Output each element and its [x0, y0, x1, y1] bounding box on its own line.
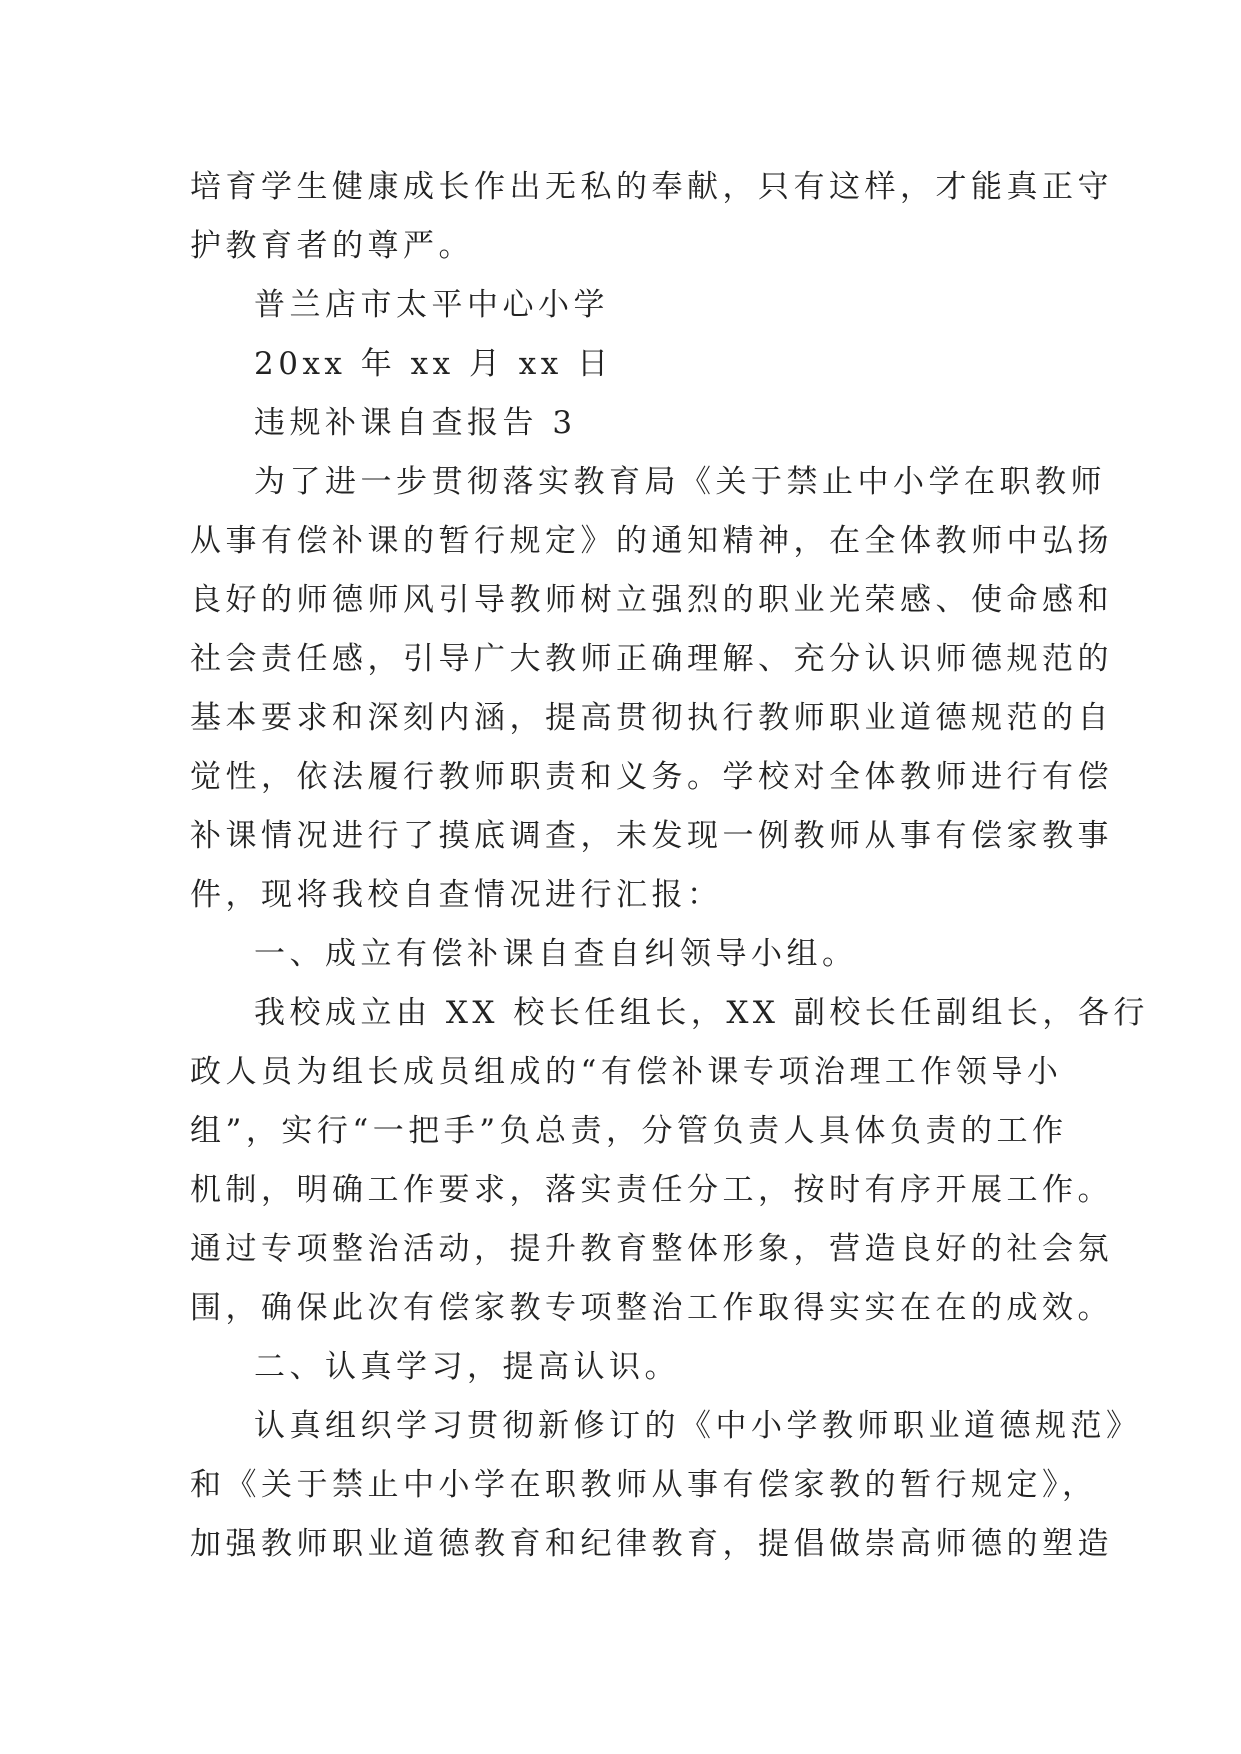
- text-line: 组”，实行“一把手”负总责，分管负责人具体负责的工作: [190, 1113, 1068, 1149]
- date-line: 20xx 年 xx 月 xx 日: [254, 346, 613, 382]
- section-heading: 二、认真学习，提高认识。: [254, 1349, 680, 1385]
- body-text: [190, 158, 1149, 1574]
- text-line: 从事有偿补课的暂行规定》的通知精神，在全体教师中弘扬: [190, 523, 1113, 559]
- text-line: 社会责任感，引导广大教师正确理解、充分认识师德规范的: [190, 641, 1113, 677]
- text-line: 政人员为组长成员组成的“有偿补课专项治理工作领导小: [190, 1054, 1063, 1090]
- text-line: 认真组织学习贯彻新修订的《中小学教师职业道德规范》: [254, 1408, 1142, 1444]
- text-line: 围，确保此次有偿家教专项整治工作取得实实在在的成效。: [190, 1290, 1113, 1326]
- text-line: 护教育者的尊严。: [190, 228, 474, 264]
- text-line: 基本要求和深刻内涵，提高贯彻执行教师职业道德规范的自: [190, 700, 1113, 736]
- section-heading: 一、成立有偿补课自查自纠领导小组。: [254, 936, 858, 972]
- text-line: 补课情况进行了摸底调查，未发现一例教师从事有偿家教事: [190, 818, 1113, 854]
- text-line: 件，现将我校自查情况进行汇报：: [190, 877, 723, 913]
- text-line: 加强教师职业道德教育和纪律教育，提倡做崇高师德的塑造: [190, 1526, 1113, 1562]
- report-title: 违规补课自查报告 3: [254, 405, 577, 441]
- text-line: 良好的师德师风引导教师树立强烈的职业光荣感、使命感和: [190, 582, 1113, 618]
- text-line: 觉性，依法履行教师职责和义务。学校对全体教师进行有偿: [190, 759, 1113, 795]
- school-name: 普兰店市太平中心小学: [254, 287, 609, 323]
- text-line: 我校成立由 XX 校长任组长，XX 副校长任副组长，各行: [254, 995, 1149, 1031]
- text-line: 培育学生健康成长作出无私的奉献，只有这样，才能真正守: [190, 169, 1113, 205]
- text-line: 通过专项整治活动，提升教育整体形象，营造良好的社会氛: [190, 1231, 1113, 1267]
- text-line: 机制，明确工作要求，落实责任分工，按时有序开展工作。: [190, 1172, 1113, 1208]
- text-line: 为了进一步贯彻落实教育局《关于禁止中小学在职教师: [254, 464, 1106, 500]
- text-line: 和《关于禁止中小学在职教师从事有偿家教的暂行规定》，: [190, 1467, 1098, 1503]
